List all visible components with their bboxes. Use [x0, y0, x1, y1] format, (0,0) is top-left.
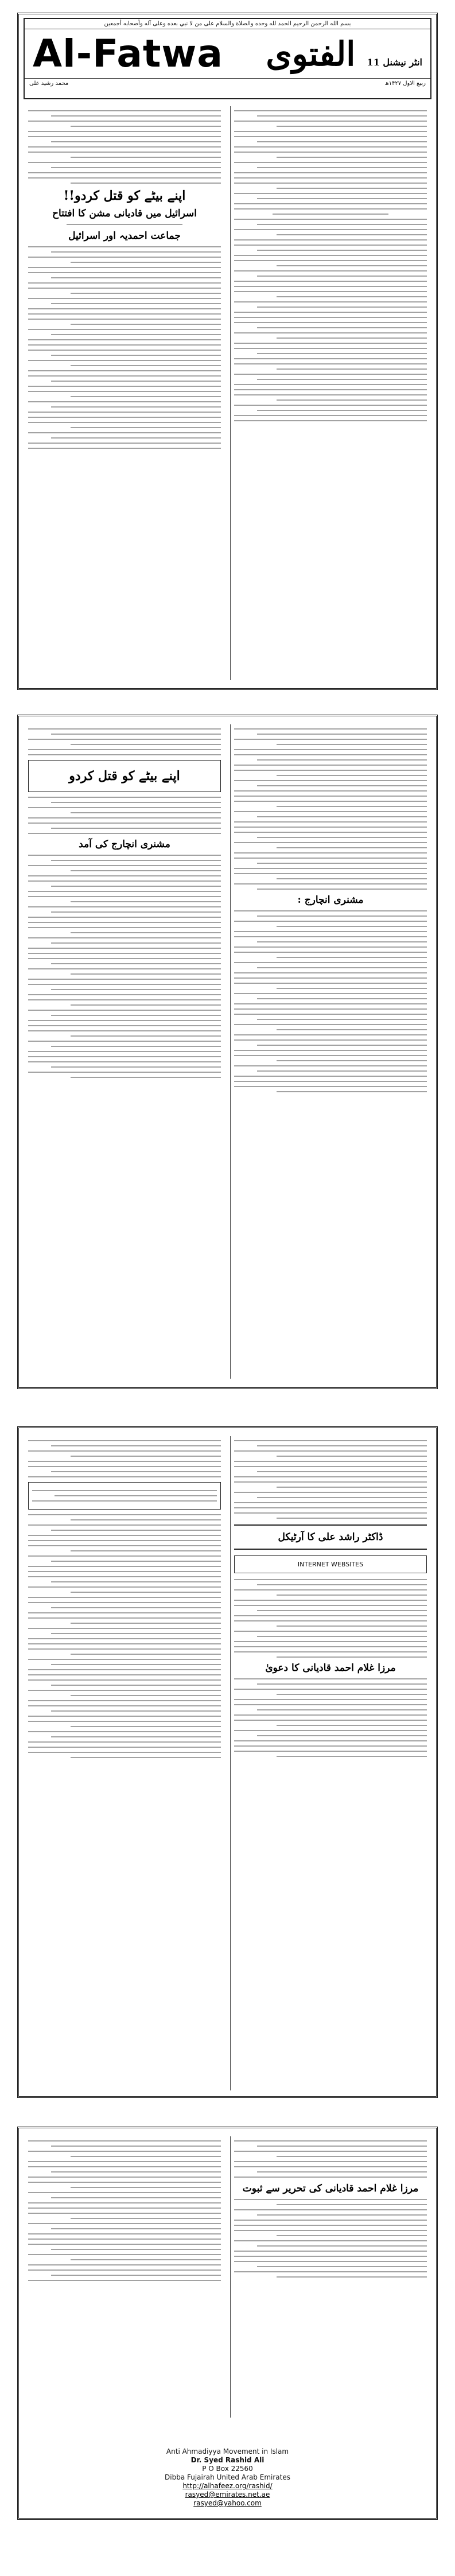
footer-pobox: P O Box 22560	[202, 2465, 253, 2473]
headline-mirza-claim: مرزا غلام احمد قادیانی کا دعویٰ	[265, 1662, 396, 1674]
issue-label: انٹر نیشنل 11	[367, 56, 422, 68]
columns-page-4	[25, 2136, 430, 2418]
footer-org: Anti Ahmadiyya Movement in Islam	[166, 2447, 289, 2455]
headline-missionary-incharge: مشنری انچارج :	[297, 894, 364, 906]
newspaper-page-3	[17, 1426, 438, 2098]
latin-title: Al-Fatwa	[33, 32, 223, 76]
footer-name: Dr. Syed Rashid Ali	[190, 2456, 265, 2464]
column-right	[230, 106, 430, 680]
headline-kill-son-2: اپنے بیٹے کو قتل کردو	[69, 769, 180, 783]
headline-dr-rashid: ڈاکٹر راشد علی کا آرٹیکل	[278, 1531, 383, 1543]
column-left	[25, 1436, 224, 2090]
column-right	[230, 724, 430, 1379]
websites-box: INTERNET WEBSITES	[234, 1555, 427, 1573]
column-left	[25, 724, 224, 1379]
basmala-line: بسم الله الرحمن الرحيم الحمد لله وحده والصلاة والسلام على من لا نبي بعده وعلى آله وأصحابه أجمعين	[25, 19, 430, 29]
column-right	[230, 2136, 430, 2418]
headline-mirza-proof: مرزا غلام احمد قادیانی کی تحریر سے ثبوت	[242, 2183, 419, 2194]
headline-kill-son: اپنے بیٹے کو قتل کردو!!	[63, 188, 186, 203]
footer-address: Dibba Fujairah United Arab Emirates	[165, 2473, 290, 2481]
dateline	[25, 78, 430, 88]
column-right	[230, 1436, 430, 2090]
arabic-title: انٹر نیشنل 11 الفتوى	[266, 34, 422, 73]
column-left	[25, 2136, 224, 2418]
newspaper-page-4	[17, 2127, 438, 2520]
headline-ahmadiyya-israel: جماعت احمدیہ اور اسرائیل	[68, 230, 181, 242]
columns-page-2	[25, 724, 430, 1379]
boxed-quote	[28, 1482, 221, 1510]
title-row	[25, 29, 430, 78]
column-left	[25, 106, 224, 680]
dateline-editor: محمد رشید علی	[29, 80, 69, 87]
contact-footer	[157, 2447, 298, 2508]
dateline-date: ربیع الاول ۱۴۲۷ھ	[384, 80, 426, 87]
columns-page-1	[25, 106, 430, 680]
columns-page-3	[25, 1436, 430, 2090]
newspaper-page-1	[17, 13, 438, 690]
footer-website-link[interactable]: http://alhafeez.org/rashid/	[182, 2482, 273, 2490]
headline-israel-mission: اسرائیل میں قادیانی مشن کا افتتاح	[52, 208, 197, 219]
footer-email-link-1[interactable]: rasyed@emirates.net.ae	[185, 2490, 270, 2499]
footer-email-link-2[interactable]: rasyed@yahoo.com	[193, 2499, 262, 2507]
masthead	[24, 18, 431, 99]
newspaper-page-2	[17, 715, 438, 1389]
boxed-headline	[28, 760, 221, 792]
headline-missionary-arrival: مشنری انچارج کی آمد	[79, 839, 170, 850]
